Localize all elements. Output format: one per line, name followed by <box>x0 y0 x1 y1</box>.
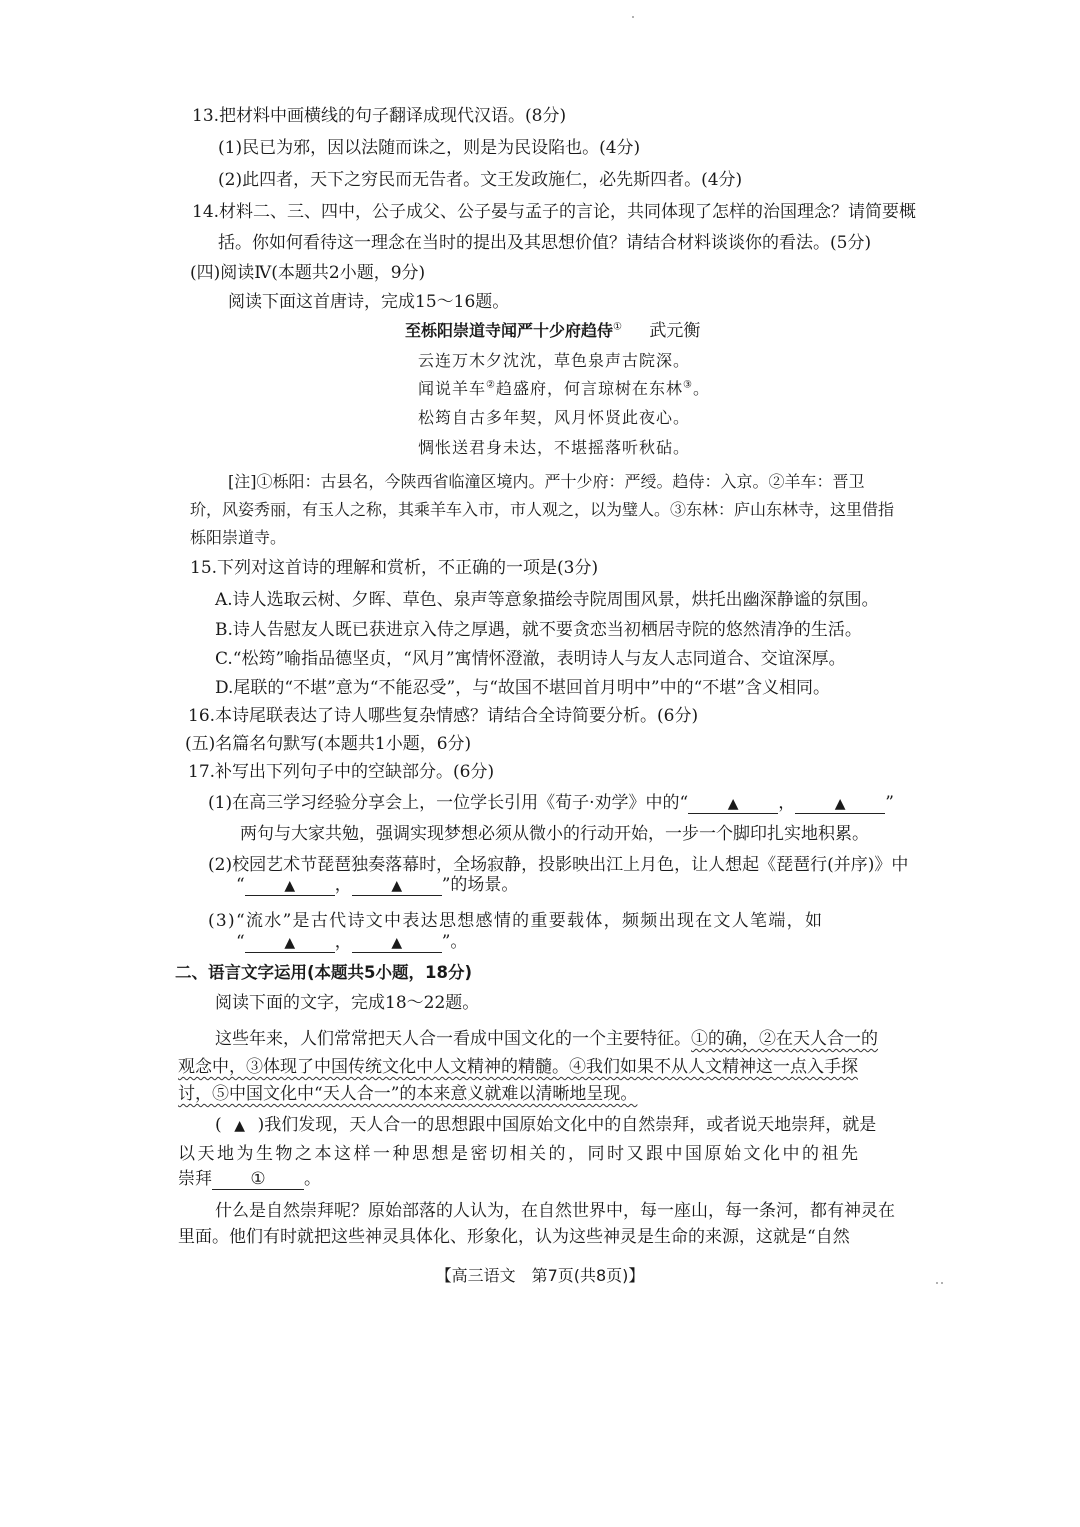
poem-note-3-marker: ③ <box>683 379 693 391</box>
passage-p2-line1 <box>215 1114 876 1137</box>
section5-heading: (五)名篇名句默写(本题共1小题，6分) <box>185 734 472 754</box>
poem-title-line <box>405 320 700 342</box>
q15-option-d: D.尾联的“不堪”意为“不能忍受”，与“故国不堪回首月明中”中的“不堪”含义相同。 <box>215 678 830 698</box>
q17-comma: ， <box>778 793 796 813</box>
q14-line2: 括。你如何看待这一理念在当时的提出及其思想价值？请结合材料谈谈你的看法。(5分) <box>218 233 872 253</box>
q14-line1: 14.材料二、三、四中，公子成父、公子晏与孟子的言论，共同体现了怎样的治国理念？请简要概 <box>192 202 917 222</box>
passage-p2-open: ( <box>215 1115 222 1135</box>
triangle-icon: ▲ <box>284 935 296 951</box>
poem-notes-line1: [注]①栎阳：古县名，今陕西省临潼区境内。严十少府：严绶。趋侍：入京。②羊车：晋卫 <box>228 472 865 491</box>
q17-comma: ， <box>334 875 352 895</box>
poem-notes-line3: 栎阳崇道寺。 <box>190 528 287 547</box>
poem-author: 武元衡 <box>649 321 701 341</box>
q17-sub3-line1: (3)“流水”是古代诗文中表达思想感情的重要载体，频频出现在文人笔端，如 <box>208 911 824 931</box>
q17-sub1-line2: 两句与大家共勉，强调实现梦想必须从微小的行动开始，一步一个脚印扎实地积累。 <box>240 824 869 844</box>
q17-sub1-text: (1)在高三学习经验分享会上，一位学长引用《荀子·劝学》中的“ <box>208 793 689 813</box>
passage-p1-line2: 观念中，③体现了中国传统文化中人文精神的精髓。④我们如果不从人文精神这一点入手探 <box>178 1057 858 1077</box>
passage-p2-c: 崇拜 <box>178 1169 212 1189</box>
page-footer: 【高三语文 第7页(共8页)】 <box>435 1266 645 1285</box>
scan-speck <box>936 1282 938 1284</box>
scan-speck <box>632 16 634 18</box>
q17-open-quote: “ <box>236 932 245 952</box>
q17-sub2-line1: (2)校园艺术节琵琶独奏落幕时，全场寂静，投影映出江上月色，让人想起《琵琶行(并序)》中 <box>208 855 909 875</box>
poem-line-2 <box>418 378 710 400</box>
passage-p2-d: 。 <box>304 1169 321 1189</box>
q17-sub1-line1 <box>208 792 894 814</box>
q17-sub2-line2 <box>236 874 518 896</box>
passage-blank-1: ① <box>212 1169 304 1190</box>
q17-blank-5 <box>245 932 335 953</box>
q15-option-b: B.诗人告慰友人既已获进京入侍之厚遇，就不要贪恋当初栖居寺院的悠然清净的生活。 <box>215 620 862 640</box>
q17-blank-6 <box>352 932 442 953</box>
q17-sub3-line2 <box>236 931 467 953</box>
q17-stem: 17.补写出下列句子中的空缺部分。(6分) <box>188 762 495 782</box>
poem-line-3: 松筠自古多年契，风月怀贤此夜心。 <box>418 408 691 427</box>
passage-p1-a: 这些年来，人们常常把天人合一看成中国文化的一个主要特征。 <box>215 1029 691 1049</box>
q17-open-quote: “ <box>236 875 245 895</box>
q17-close-quote: ” <box>885 793 894 813</box>
poem-line-4: 惆怅送君身未达，不堪摇落听秋砧。 <box>418 438 691 457</box>
q15-stem: 15.下列对这首诗的理解和赏析，不正确的一项是(3分) <box>190 558 599 578</box>
passage-p1-line1 <box>215 1028 878 1050</box>
passage-p2-line2: 以天地为生物之本这样一种思想是密切相关的，同时又跟中国原始文化中的祖先 <box>178 1144 861 1164</box>
q17-comma: ， <box>334 932 352 952</box>
q13-sub2: (2)此四者，天下之穷民而无告者。文王发政施仁，必先斯四者。(4分) <box>218 170 743 190</box>
passage-p2-a: )我们发现，天人合一的思想跟中国原始文化中的自然崇拜，或者说天地崇拜，就是 <box>257 1115 877 1135</box>
q15-option-c: C.“松筠”喻指品德坚贞，“风月”寓情怀澄澈，表明诗人与友人志同道合、交谊深厚。 <box>215 649 846 669</box>
passage-p3-line1: 什么是自然崇拜呢？原始部落的人认为，在自然世界中，每一座山，每一条河，都有神灵在 <box>215 1201 895 1221</box>
poem-notes-line2: 玠，风姿秀丽，有玉人之称，其乘羊车入市，市人观之，以为璧人。③东林：庐山东林寺，这里借指 <box>190 500 895 519</box>
triangle-icon: ▲ <box>284 878 296 894</box>
triangle-icon: ▲ <box>834 796 846 812</box>
part2-heading: 二、语言文字运用(本题共5小题，18分) <box>175 963 473 982</box>
part2-instruction: 阅读下面的文字，完成18～22题。 <box>215 993 480 1013</box>
passage-p3-line2: 里面。他们有时就把这些神灵具体化、形象化，认为这些神灵是生命的来源，这就是“自然 <box>178 1227 850 1247</box>
passage-p1-line3: 讨，⑤中国文化中“天人合一”的本来意义就难以清晰地呈现。 <box>178 1084 638 1104</box>
poem-title-note: ① <box>613 321 622 333</box>
section4-heading: (四)阅读Ⅳ(本题共2小题，9分) <box>190 263 426 283</box>
poem-line-2-c: 。 <box>692 379 710 398</box>
triangle-icon: ▲ <box>234 1118 246 1134</box>
q17-blank-3 <box>245 875 335 896</box>
poem-note-2-marker: ② <box>486 379 496 391</box>
q17-blank-1 <box>688 793 778 814</box>
q17-sub3-tail: ”。 <box>441 932 468 952</box>
triangle-icon: ▲ <box>391 878 403 894</box>
scan-speck <box>941 1282 943 1284</box>
passage-p2-line3 <box>178 1168 321 1190</box>
poem-line-1: 云连万木夕沈沈，草色泉声古院深。 <box>418 351 691 370</box>
q13-stem: 13.把材料中画横线的句子翻译成现代汉语。(8分) <box>192 106 567 126</box>
q17-blank-2 <box>795 793 885 814</box>
poem-title: 至栎阳崇道寺闻严十少府趋侍 <box>405 321 614 340</box>
q13-sub1: (1)民已为邪，因以法随而诛之，则是为民设陷也。(4分) <box>218 138 641 158</box>
q15-option-a: A.诗人选取云树、夕晖、草色、泉声等意象描绘寺院周围风景，烘托出幽深静谧的氛围。 <box>215 590 879 610</box>
triangle-icon: ▲ <box>391 935 403 951</box>
passage-p1-b: ①的确，②在天人合一的 <box>691 1029 878 1049</box>
q17-blank-4 <box>352 875 442 896</box>
poem-line-2-a: 闻说羊车 <box>418 379 487 398</box>
q16-stem: 16.本诗尾联表达了诗人哪些复杂情感？请结合全诗简要分析。(6分) <box>188 706 699 726</box>
section4-instruction: 阅读下面这首唐诗，完成15～16题。 <box>228 292 510 312</box>
triangle-icon: ▲ <box>727 796 739 812</box>
poem-line-2-b: 趋盛府，何言琼树在东林 <box>495 379 683 398</box>
q17-sub2-tail: ”的场景。 <box>441 875 519 895</box>
